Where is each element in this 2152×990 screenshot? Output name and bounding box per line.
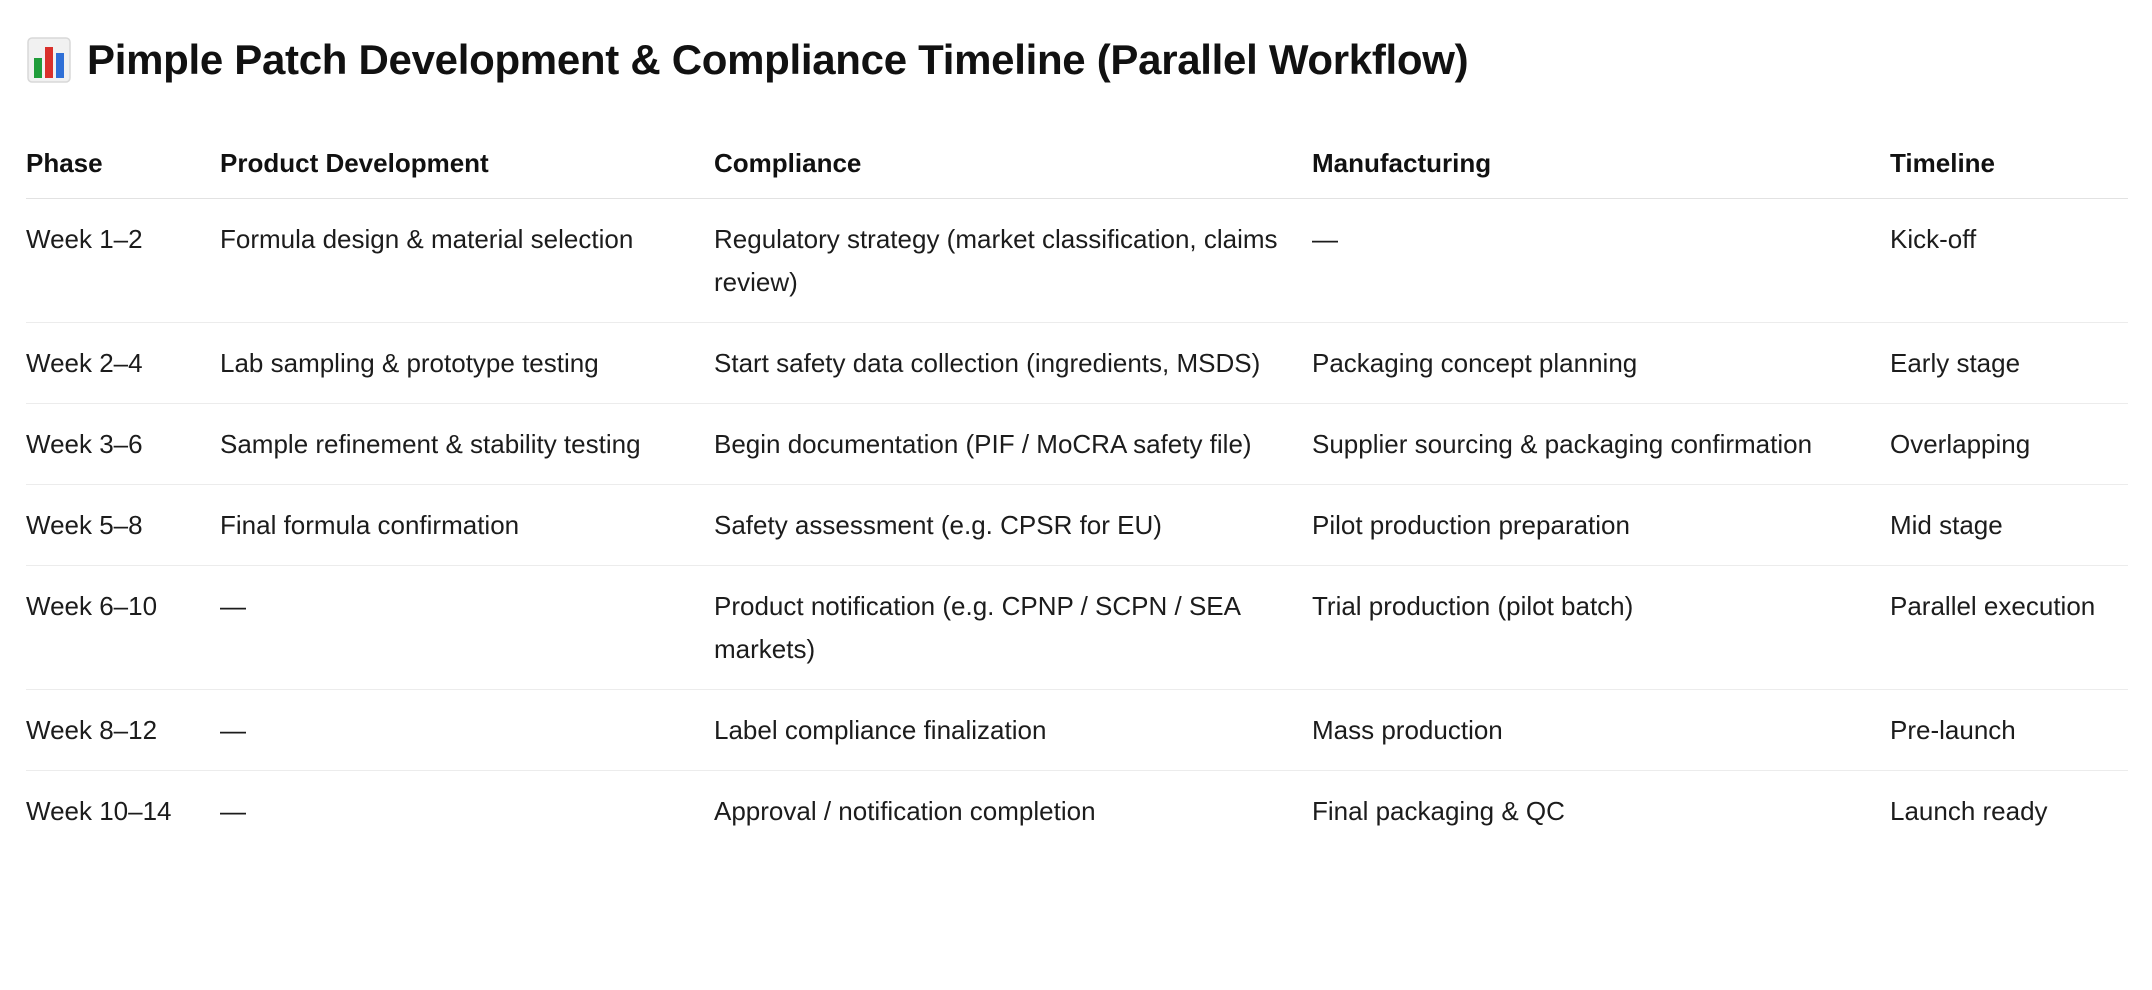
cell-product-development: Final formula confirmation <box>220 485 714 566</box>
cell-manufacturing: Final packaging & QC <box>1312 796 1565 826</box>
cell-phase: Week 6–10 <box>26 566 220 690</box>
column-header-manufacturing: Manufacturing <box>1312 128 1890 199</box>
table-row <box>26 323 2128 404</box>
cell-product-development: — <box>220 566 714 690</box>
cell-timeline: Overlapping <box>1890 404 2128 485</box>
cell-timeline: Kick-off <box>1890 199 2128 323</box>
cell-compliance: Product notification (e.g. CPNP / SCPN / SEA markets) <box>714 566 1312 690</box>
cell-phase: Week 10–14 <box>26 796 172 826</box>
cell-phase: Week 3–6 <box>26 404 220 485</box>
cell-product-development: Sample refinement & stability testing <box>220 404 714 485</box>
table-header-row <box>26 128 2128 199</box>
cell-manufacturing: Supplier sourcing & packaging confirmation <box>1312 404 1890 485</box>
cell-compliance: Approval / notification completion <box>714 796 1096 826</box>
cell-timeline: Pre-launch <box>1890 690 2128 771</box>
cell-timeline: Launch ready <box>1890 796 2048 826</box>
column-header-timeline: Timeline <box>1890 128 2128 199</box>
cell-phase: Week 5–8 <box>26 485 220 566</box>
cell-compliance: Safety assessment (e.g. CPSR for EU) <box>714 485 1312 566</box>
cell-product-development: — <box>220 690 714 771</box>
timeline-table <box>26 128 2128 851</box>
cell-manufacturing: Mass production <box>1312 690 1890 771</box>
cell-product-development: Lab sampling & prototype testing <box>220 323 714 404</box>
cell-product-development: Formula design & material selection <box>220 199 714 323</box>
column-header-compliance: Compliance <box>714 128 1312 199</box>
cell-compliance: Regulatory strategy (market classification, claims review) <box>714 199 1312 323</box>
cell-phase: Week 2–4 <box>26 323 220 404</box>
table-row <box>26 771 2128 852</box>
cell-manufacturing: — <box>1312 199 1890 323</box>
table-row <box>26 566 2128 690</box>
cell-manufacturing: Pilot production preparation <box>1312 485 1890 566</box>
cell-timeline: Early stage <box>1890 323 2128 404</box>
cell-phase: Week 1–2 <box>26 199 220 323</box>
cell-compliance: Begin documentation (PIF / MoCRA safety file) <box>714 404 1312 485</box>
table-row <box>26 199 2128 323</box>
column-header-product-development: Product Development <box>220 128 714 199</box>
table-row <box>26 404 2128 485</box>
cell-product-development: — <box>220 796 246 826</box>
table-row <box>26 690 2128 771</box>
column-header-phase: Phase <box>26 128 220 199</box>
cell-manufacturing: Packaging concept planning <box>1312 323 1890 404</box>
bar-chart-icon <box>27 36 71 84</box>
title-row <box>27 30 1468 90</box>
cell-manufacturing: Trial production (pilot batch) <box>1312 566 1890 690</box>
cell-timeline: Parallel execution <box>1890 566 2128 690</box>
page-title: Pimple Patch Development & Compliance Timeline (Parallel Workflow) <box>87 36 1469 83</box>
cell-phase: Week 8–12 <box>26 690 220 771</box>
cell-timeline: Mid stage <box>1890 485 2128 566</box>
cell-compliance: Label compliance finalization <box>714 690 1312 771</box>
table-row <box>26 485 2128 566</box>
cell-compliance: Start safety data collection (ingredients, MSDS) <box>714 323 1312 404</box>
